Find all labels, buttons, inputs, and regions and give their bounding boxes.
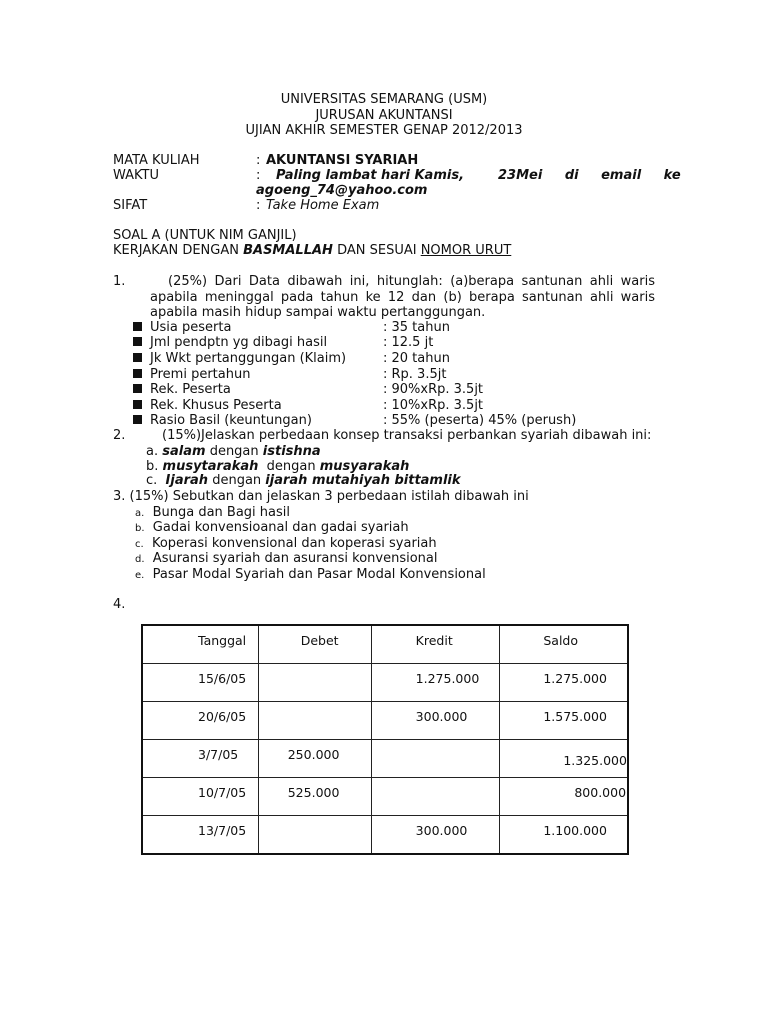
time-colon: :	[256, 168, 261, 183]
time-value-1: Paling lambat hari Kamis,	[276, 168, 465, 183]
ledger-table	[141, 624, 629, 855]
list-item: Usia peserta	[133, 320, 231, 336]
table-header-cell: Saldo	[500, 625, 628, 664]
table-cell	[371, 740, 500, 778]
list-item: Jk Wkt pertanggungan (Klaim)	[133, 351, 346, 367]
table-header-cell: Debet	[258, 625, 371, 664]
table-cell: 300.000	[371, 816, 500, 855]
nature-colon: :	[256, 198, 261, 213]
table-row	[142, 816, 628, 855]
table-cell	[258, 816, 371, 855]
table-cell: 800.000	[500, 778, 628, 816]
bullet-icon	[133, 415, 142, 424]
q2-number: 2.	[113, 428, 126, 443]
table-cell	[258, 664, 371, 702]
table-row	[142, 740, 628, 778]
q2-text: (15%)Jelaskan perbedaan konsep transaksi perbankan syariah dibawah ini:	[162, 428, 652, 443]
table-cell: 15/6/05	[142, 664, 258, 702]
list-item-value: : Rp. 3.5jt	[383, 367, 447, 382]
table-cell: 1.325.000	[500, 740, 628, 778]
table-row	[142, 702, 628, 740]
table-cell: 1.275.000	[371, 664, 500, 702]
q1-line-3: apabila masih hidup sampai waktu pertanggungan.	[150, 305, 486, 320]
bullet-icon	[133, 384, 142, 393]
table-cell: 300.000	[371, 702, 500, 740]
table-cell: 1.275.000	[500, 664, 628, 702]
list-item-value: : 35 tahun	[383, 320, 450, 335]
course-colon: :	[256, 153, 261, 168]
list-item-value: : 10%xRp. 3.5jt	[383, 398, 484, 413]
bullet-icon	[133, 337, 142, 346]
nature-value: Take Home Exam	[266, 198, 380, 213]
bullet-icon	[133, 369, 142, 378]
list-item: b. Gadai konvensioanal dan gadai syariah	[135, 520, 409, 535]
list-item: Rasio Basil (keuntungan)	[133, 413, 312, 429]
q1-line-1: (25%) Dari Data dibawah ini, hitunglah: (a)berapa santunan ahli waris	[168, 274, 655, 289]
list-item: Premi pertahun	[133, 367, 250, 383]
list-item: Rek. Khusus Peserta	[133, 398, 282, 414]
list-item: Rek. Peserta	[133, 382, 231, 398]
time-value-3: agoeng_74@yahoo.com	[256, 183, 428, 198]
list-item: a. salam dengan istishna	[146, 444, 321, 459]
table-header-row	[142, 625, 628, 664]
bullet-icon	[133, 400, 142, 409]
table-cell: 13/7/05	[142, 816, 258, 855]
nature-label: SIFAT	[113, 198, 148, 213]
header-department: JURUSAN AKUNTANSI	[315, 108, 453, 123]
instruction-line-2: KERJAKAN DENGAN BASMALLAH DAN SESUAI NOMOR URUT	[113, 243, 512, 258]
list-item: c. Ijarah dengan ijarah mutahiyah bittamlik	[146, 473, 461, 488]
table-cell	[258, 702, 371, 740]
q1-line-2: apabila meninggal pada tahun ke 12 dan (b) berapa santunan ahli waris	[150, 290, 655, 305]
header-exam: UJIAN AKHIR SEMESTER GENAP 2012/2013	[245, 123, 523, 138]
course-label: MATA KULIAH	[113, 153, 200, 168]
list-item: d. Asuransi syariah dan asuransi konvensional	[135, 551, 438, 566]
list-item: b. musytarakah dengan musyarakah	[146, 459, 410, 474]
course-value: AKUNTANSI SYARIAH	[266, 153, 419, 168]
bullet-icon	[133, 322, 142, 331]
list-item-value: : 20 tahun	[383, 351, 450, 366]
table-row	[142, 778, 628, 816]
list-item-value: : 55% (peserta) 45% (perush)	[383, 413, 577, 428]
table-cell: 250.000	[258, 740, 371, 778]
time-value-2: 23Mei di email ke	[498, 168, 681, 183]
list-item: e. Pasar Modal Syariah dan Pasar Modal Konvensional	[135, 567, 486, 582]
list-item: a. Bunga dan Bagi hasil	[135, 505, 290, 520]
q1-number: 1.	[113, 274, 126, 289]
table-cell: 20/6/05	[142, 702, 258, 740]
header-university: UNIVERSITAS SEMARANG (USM)	[280, 92, 488, 107]
table-cell: 3/7/05	[142, 740, 258, 778]
instruction-line-1: SOAL A (UNTUK NIM GANJIL)	[113, 228, 297, 243]
q3-text: 3. (15%) Sebutkan dan jelaskan 3 perbedaan istilah dibawah ini	[113, 489, 529, 504]
table-cell: 1.575.000	[500, 702, 628, 740]
table-cell: 525.000	[258, 778, 371, 816]
table-header-cell: Tanggal	[142, 625, 258, 664]
table-row	[142, 664, 628, 702]
table-cell: 10/7/05	[142, 778, 258, 816]
list-item: c. Koperasi konvensional dan koperasi syariah	[135, 536, 437, 551]
table-cell	[371, 778, 500, 816]
list-item-value: : 90%xRp. 3.5jt	[383, 382, 484, 397]
table-header-cell: Kredit	[371, 625, 500, 664]
q4-number: 4.	[113, 597, 126, 612]
list-item-value: : 12.5 jt	[383, 335, 434, 350]
bullet-icon	[133, 353, 142, 362]
list-item: Jml pendptn yg dibagi hasil	[133, 335, 327, 351]
time-label: WAKTU	[113, 168, 160, 183]
table-cell: 1.100.000	[500, 816, 628, 855]
